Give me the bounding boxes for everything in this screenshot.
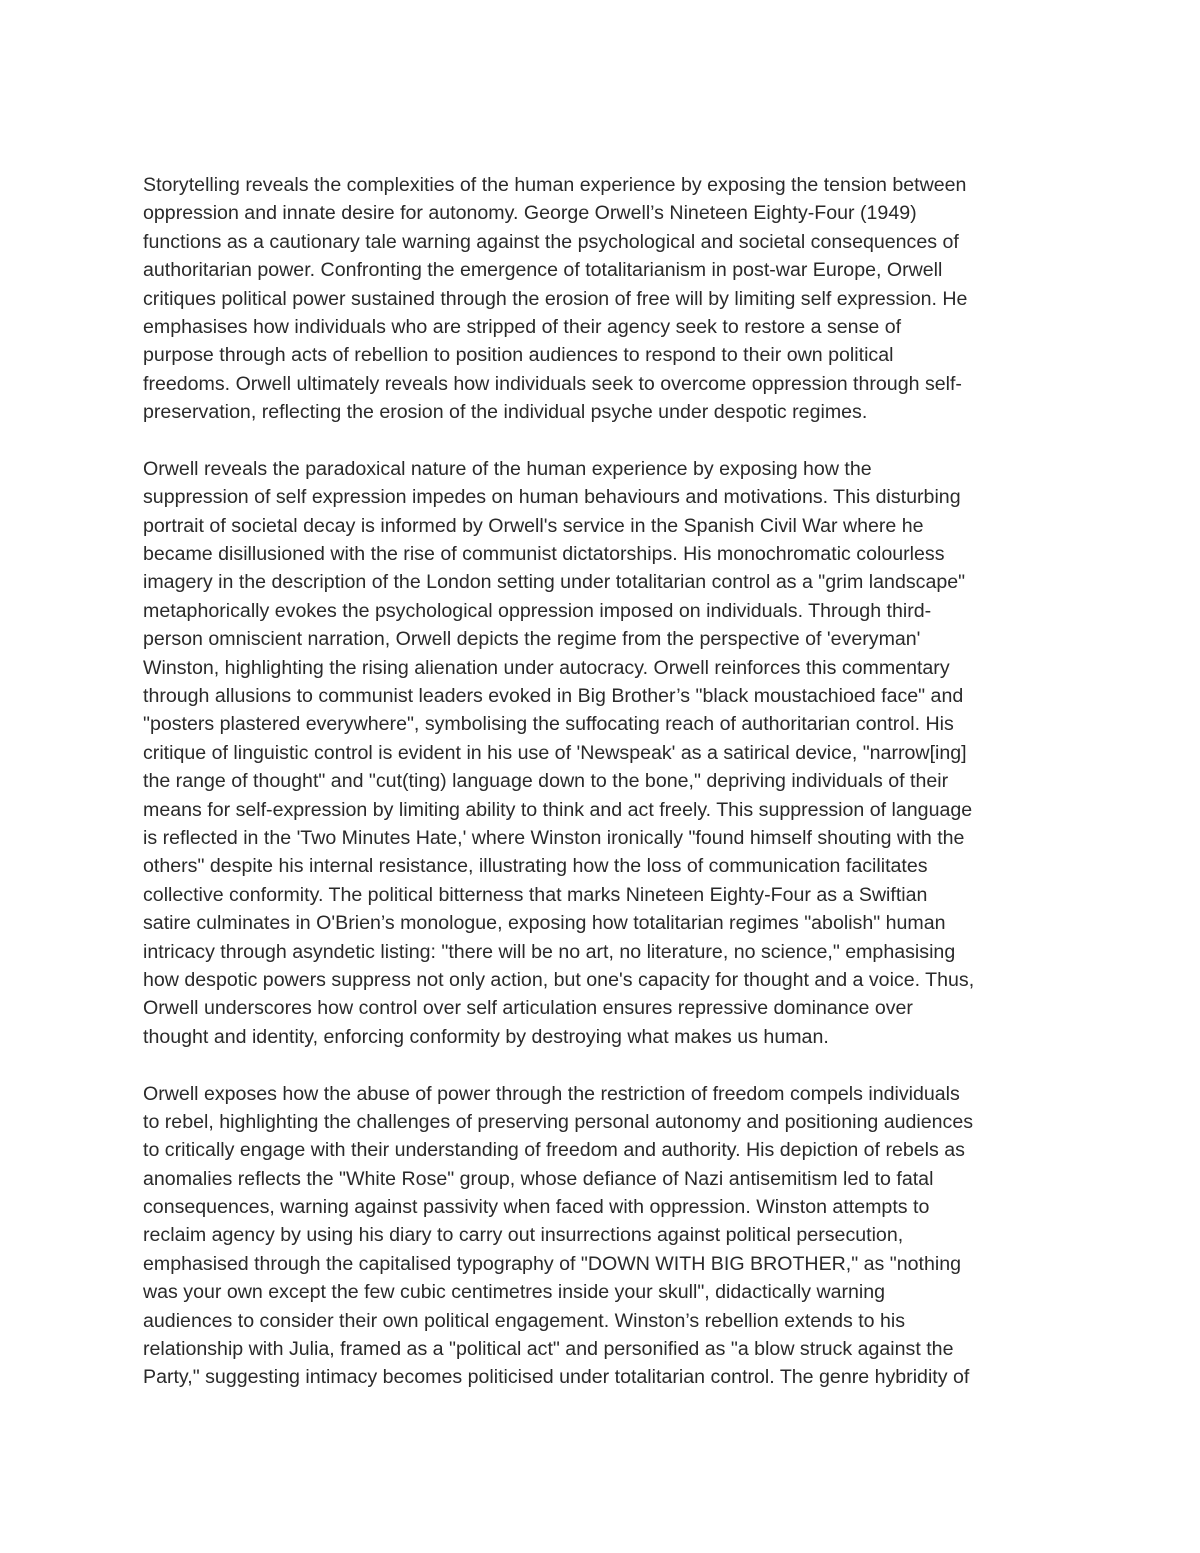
text-line: preservation, reflecting the erosion of the individual psyche under despotic regimes.: [143, 401, 868, 424]
text-line: imagery in the description of the London setting under totalitarian control as a "grim landscape": [143, 571, 966, 594]
text-line: critique of linguistic control is evident in his use of 'Newspeak' as a satirical device, "narrow[ing]: [143, 741, 967, 764]
text-line: Orwell reveals the paradoxical nature of the human experience by exposing how the: [143, 457, 872, 480]
text-line: became disillusioned with the rise of communist dictatorships. His monochromatic colourless: [143, 543, 945, 566]
text-line: reclaim agency by using his diary to carry out insurrections against political persecution,: [143, 1224, 904, 1247]
paragraph: [143, 1080, 1063, 1392]
paragraph: [143, 171, 1063, 427]
text-line: Storytelling reveals the complexities of the human experience by exposing the tension between: [143, 174, 967, 196]
text-line: person omniscient narration, Orwell depicts the regime from the perspective of 'everyman': [143, 628, 921, 651]
text-line: authoritarian power. Confronting the emergence of totalitarianism in post-war Europe, Orwell: [143, 259, 943, 282]
text-line: Orwell exposes how the abuse of power through the restriction of freedom compels individuals: [143, 1082, 960, 1105]
text-line: to critically engage with their understanding of freedom and authority. His depiction of rebels as: [143, 1139, 965, 1162]
text-line: emphasised through the capitalised typography of "DOWN WITH BIG BROTHER," as "nothing: [143, 1252, 962, 1275]
text-line: Orwell underscores how control over self articulation ensures repressive dominance over: [143, 997, 913, 1020]
text-line: emphasises how individuals who are stripped of their agency seek to restore a sense of: [143, 315, 902, 338]
text-line: freedoms. Orwell ultimately reveals how individuals seek to overcome oppression through self-: [143, 372, 962, 395]
paragraph: [143, 455, 1063, 1051]
text-line: anomalies reflects the "White Rose" group, whose defiance of Nazi antisemitism led to fatal: [143, 1167, 934, 1190]
text-line: through allusions to communist leaders evoked in Big Brother’s "black moustachioed face" and: [143, 685, 964, 708]
text-line: means for self-expression by limiting ability to think and act freely. This suppression of language: [143, 798, 973, 821]
text-line: the range of thought" and "cut(ting) language down to the bone," depriving individuals of their: [143, 770, 949, 793]
text-line: collective conformity. The political bitterness that marks Nineteen Eighty-Four as a Swiftian: [143, 883, 928, 906]
text-line: Party," suggesting intimacy becomes politicised under totalitarian control. The genre hybridity of: [143, 1366, 970, 1389]
text-line: relationship with Julia, framed as a "political act" and personified as "a blow struck against the: [143, 1338, 954, 1361]
text-line: intricacy through asyndetic listing: "there will be no art, no literature, no science," emphasising: [143, 940, 956, 963]
text-line: functions as a cautionary tale warning against the psychological and societal consequences of: [143, 230, 959, 253]
essay-body: [143, 171, 1063, 1420]
text-line: is reflected in the 'Two Minutes Hate,' where Winston ironically "found himself shouting with the: [143, 826, 965, 849]
text-line: metaphorically evokes the psychological oppression imposed on individuals. Through third-: [143, 599, 932, 622]
text-line: consequences, warning against passivity when faced with oppression. Winston attempts to: [143, 1196, 930, 1219]
text-line: portrait of societal decay is informed by Orwell's service in the Spanish Civil War where he: [143, 514, 924, 537]
text-line: satire culminates in O'Brien’s monologue, exposing how totalitarian regimes "abolish" human: [143, 912, 946, 935]
text-line: Winston, highlighting the rising alienation under autocracy. Orwell reinforces this commentary: [143, 656, 950, 679]
text-line: how despotic powers suppress not only action, but one's capacity for thought and a voice. Thus,: [143, 968, 975, 991]
text-line: purpose through acts of rebellion to position audiences to respond to their own political: [143, 344, 894, 367]
text-line: critiques political power sustained through the erosion of free will by limiting self expression. He: [143, 287, 968, 310]
text-line: was your own except the few cubic centimetres inside your skull", didactically warning: [143, 1281, 886, 1304]
text-line: oppression and innate desire for autonomy. George Orwell’s Nineteen Eighty-Four (1949): [143, 202, 917, 225]
text-line: suppression of self expression impedes on human behaviours and motivations. This disturbing: [143, 486, 961, 509]
text-line: "posters plastered everywhere", symbolising the suffocating reach of authoritarian control. His: [143, 713, 954, 736]
text-line: audiences to consider their own political engagement. Winston’s rebellion extends to his: [143, 1309, 906, 1332]
text-line: to rebel, highlighting the challenges of preserving personal autonomy and positioning audiences: [143, 1110, 974, 1133]
text-line: others" despite his internal resistance, illustrating how the loss of communication facilitates: [143, 855, 928, 878]
text-line: thought and identity, enforcing conformity by destroying what makes us human.: [143, 1025, 829, 1048]
